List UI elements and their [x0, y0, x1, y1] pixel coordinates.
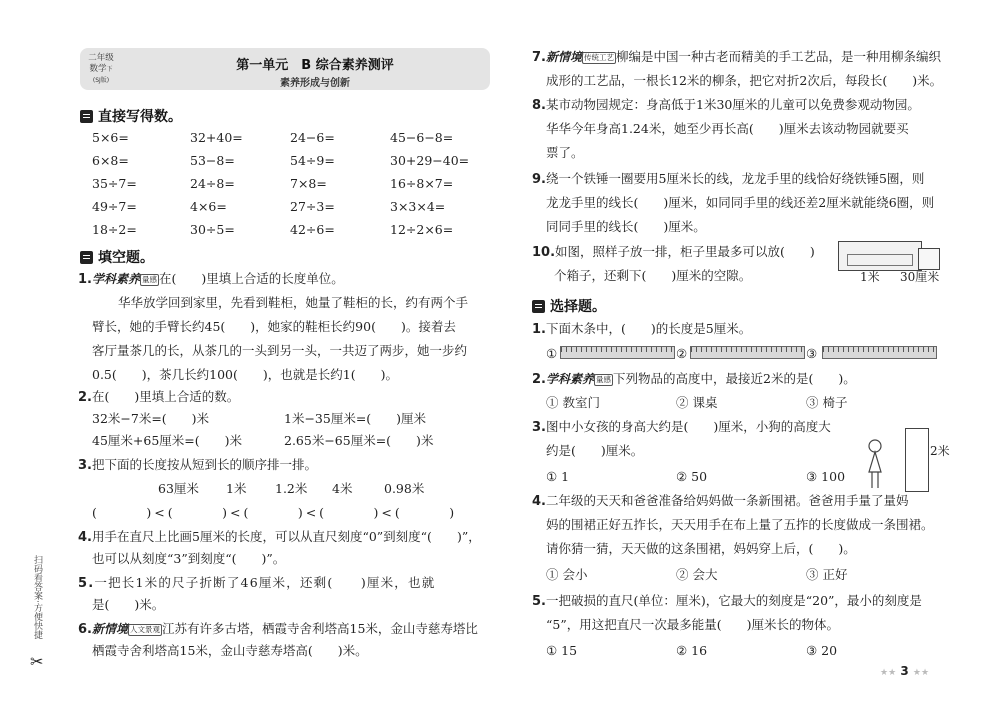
section3-heading	[532, 296, 606, 316]
question-number: 1.	[78, 272, 92, 287]
calc-r2c3: 16÷8×7=	[390, 176, 454, 191]
length-item: 0.98米	[384, 481, 425, 496]
question-number: 1.	[532, 322, 546, 337]
calc-r3c1: 4×6=	[190, 199, 227, 214]
ruler-option-2	[690, 346, 805, 359]
fill-q2-a: 32米−7米=( )米	[92, 411, 210, 426]
calc-r1c2: 54÷9=	[290, 153, 335, 168]
fill-q1-line1: 华华放学回到家里，先看到鞋柜，她量了鞋柜的长，约有两个手	[118, 295, 469, 310]
calc-r1c3: 30+29−40=	[390, 153, 470, 168]
question-text: 图中小女孩的身高大约是( )厘米，小狗的高度大	[545, 419, 831, 434]
option: ③ 20	[806, 643, 838, 658]
calc-r2c1: 24÷8=	[190, 176, 235, 191]
choice-q1	[532, 320, 751, 339]
ruler-option-1	[560, 346, 675, 359]
term-label: 下	[106, 66, 113, 73]
question-tagbox: 传统工艺	[584, 52, 614, 62]
edition-label: (SJ版)	[92, 77, 110, 84]
fill-q7-line2: 成形的工艺品，一根长12米的柳条，把它对折2次后，每段长( )米。	[546, 73, 943, 88]
page-number: 3	[900, 664, 909, 678]
star-icon: ★★	[912, 668, 930, 678]
fill-q1-line2: 臂长，她的手臂长约45( )，她家的鞋柜长约90( )。接着去	[92, 319, 456, 334]
girl-figure	[865, 438, 885, 492]
option: ① 教室门	[546, 395, 600, 410]
question-text: 下列物品的高度中，最接近2米的是( )。	[613, 371, 856, 386]
fill-q9-line3: 同同手里的线长( )厘米。	[546, 219, 706, 234]
fill-q2-c: 45厘米+65厘米=( )米	[92, 433, 243, 448]
question-number: 2.	[532, 372, 546, 387]
option-label: ②	[676, 346, 688, 361]
option: ② 16	[676, 643, 708, 658]
fill-q6	[78, 620, 478, 639]
page-number-area	[880, 664, 929, 678]
option: ③ 椅子	[806, 395, 848, 410]
question-number: 9.	[532, 172, 546, 187]
option: ② 课桌	[676, 395, 718, 410]
question-tag: 学科素养	[91, 272, 140, 286]
calc-r1c0: 6×8=	[92, 153, 129, 168]
fill-q5	[78, 574, 435, 593]
door-figure	[905, 428, 929, 492]
option: ① 1	[546, 469, 570, 484]
calc-r0c2: 24−6=	[290, 130, 335, 145]
question-text: 某市动物园规定：身高低于1米30厘米的儿童可以免费参观动物园。	[545, 97, 920, 112]
calc-r0c0: 5×6=	[92, 130, 129, 145]
calc-r3c3: 3×3×4=	[390, 199, 446, 214]
question-tagbox: 量感	[142, 274, 157, 284]
question-text: 江苏有许多古塔，栖霞寺舍利塔高15米，金山寺慈寿塔比	[162, 621, 478, 636]
choice-q5	[532, 592, 922, 611]
fill-q1	[78, 270, 344, 289]
fill-q2-d: 2.65米−65厘米=( )米	[284, 433, 434, 448]
fill-q1-line4: 0.5( )，茶几长约100( )，也就是长约1( )。	[92, 367, 398, 382]
choice-q3	[532, 418, 831, 437]
question-number: 5.	[78, 576, 95, 591]
order-blanks: ( )<( )<( )<( )<( )	[92, 505, 458, 520]
calc-r2c2: 7×8=	[290, 176, 327, 191]
fill-q2-b: 1米−35厘米=( )厘米	[284, 411, 427, 426]
section2-heading	[80, 247, 154, 267]
question-text: 二年级的天天和爸爸准备给妈妈做一条新围裙。爸爸用手量了量妈	[545, 493, 909, 508]
question-number: 3.	[78, 458, 92, 473]
choice-q4-line2: 妈的围裙正好五拃长，天天用手在布上量了五拃的长度做成一条围裙。	[546, 517, 934, 532]
question-text: 一把破损的直尺(单位：厘米)，它最大的刻度是“20”，最小的刻度是	[545, 593, 922, 608]
choice-q3-line2: 约是( )厘米。	[546, 443, 644, 458]
question-number: 4.	[532, 494, 546, 509]
question-tag: 新情境	[91, 622, 128, 636]
question-text: 绕一个铁锤一圈要用5厘米长的线，龙龙手里的线恰好绕铁锤5圈，则	[545, 171, 925, 186]
scissors-icon: ✂	[30, 652, 44, 671]
question-number: 6.	[78, 622, 92, 637]
section2-title: 填空题。	[98, 250, 154, 266]
fill-q4-line2: 也可以从刻度“3”到刻度“( )”。	[92, 551, 286, 566]
choice-q2	[532, 370, 856, 389]
question-number: 3.	[532, 420, 546, 435]
box-length-label: 30厘米	[900, 270, 940, 284]
question-tag: 新情境	[545, 50, 582, 64]
fill-q1-line3: 客厅量茶几的长，从茶几的一头到另一头，一共迈了两步，她一步约	[92, 343, 468, 358]
fill-q2	[78, 388, 239, 407]
option: ① 15	[546, 643, 578, 658]
calc-r2c0: 35÷7=	[92, 176, 137, 191]
choice-q4-line3: 请你猜一猜，天天做的这条围裙，妈妈穿上后，( )。	[546, 541, 856, 556]
calc-r1c1: 53−8=	[190, 153, 235, 168]
question-text: 一把长1米的尺子折断了46厘米，还剩( )厘米，也就	[94, 575, 436, 590]
calc-r0c1: 32+40=	[190, 130, 243, 145]
calc-r4c3: 12÷2×6=	[390, 222, 454, 237]
ruler-option-3	[822, 346, 937, 359]
fill-q9-line2: 龙龙手里的线长( )厘米，如同同手里的线还差2厘米就能绕6圈，则	[546, 195, 935, 210]
fill-q7	[532, 48, 941, 67]
grade-line: 二年级	[88, 53, 114, 63]
question-tagbox: 人文景观	[130, 624, 160, 634]
option-label: ③	[806, 346, 818, 361]
option: ② 会大	[676, 567, 718, 582]
calc-r4c1: 30÷5=	[190, 222, 235, 237]
section3-title: 选择题。	[550, 299, 606, 315]
option: ② 50	[676, 469, 708, 484]
question-number: 4.	[78, 530, 92, 545]
section-icon	[80, 110, 93, 123]
door-height-label: 2米	[930, 444, 950, 458]
question-text: 柳编是中国一种古老而精美的手工艺品，是一种用柳条编织	[616, 49, 942, 64]
length-item: 4米	[332, 481, 353, 496]
question-number: 5.	[532, 594, 546, 609]
question-text: 在( )里填上合适的数。	[91, 389, 240, 404]
option: ③ 正好	[806, 567, 848, 582]
fill-q5-line2: 是( )米。	[92, 597, 165, 612]
question-text: 下面木条中，( )的长度是5厘米。	[545, 321, 752, 336]
fill-q3	[78, 456, 317, 475]
star-icon: ★★	[880, 668, 897, 678]
length-item: 63厘米	[158, 481, 199, 496]
length-item: 1.2米	[275, 481, 308, 496]
fill-q10-line2: 个箱子，还剩下( )厘米的空隙。	[554, 268, 752, 283]
cabinet-length-label: 1米	[860, 270, 880, 284]
option: ③ 100	[806, 469, 846, 484]
calc-r4c0: 18÷2=	[92, 222, 137, 237]
calc-r3c0: 49÷7=	[92, 199, 137, 214]
question-text: 在( )里填上合适的长度单位。	[159, 271, 344, 286]
question-tag: 学科素养	[545, 372, 594, 386]
option: ① 会小	[546, 567, 588, 582]
subject-line: 数学	[89, 64, 107, 74]
calc-r3c2: 27÷3=	[290, 199, 335, 214]
fill-q10	[532, 243, 815, 262]
page-subtitle: 素养形成与创新	[280, 78, 350, 89]
fill-q6-line2: 栖霞寺舍利塔高15米，金山寺慈寿塔高( )米。	[92, 643, 368, 658]
fill-q8-line3: 票了。	[546, 145, 584, 160]
fill-q8-line2: 华华今年身高1.24米，她至少再长高( )厘米去该动物园就要买	[546, 121, 909, 136]
choice-q5-line2: “5”，用这把直尺一次最多能量( )厘米长的物体。	[546, 617, 839, 632]
question-text: 把下面的长度按从短到长的顺序排一排。	[91, 457, 317, 472]
section1-title: 直接写得数。	[98, 109, 182, 125]
question-text: 如图，照样子放一排，柜子里最多可以放( )	[555, 244, 815, 259]
calc-r4c2: 42÷6=	[290, 222, 335, 237]
choice-q4	[532, 492, 909, 511]
question-text: 用手在直尺上比画5厘米的长度，可以从直尺刻度“0”到刻度“( )”，	[91, 529, 481, 544]
sidebar-text: 扫码看答案·方便快捷	[32, 555, 42, 639]
fill-q8	[532, 96, 920, 115]
question-tagbox: 量感	[596, 374, 611, 384]
section-icon	[80, 251, 93, 264]
page-title: 第一单元 B 综合素养测评	[236, 58, 394, 73]
section-icon	[532, 300, 545, 313]
box-figure	[918, 248, 940, 270]
grade-label	[84, 53, 118, 86]
calc-r0c3: 45−6−8=	[390, 130, 454, 145]
option-label: ①	[546, 346, 558, 361]
question-number: 7.	[532, 50, 546, 65]
question-number: 8.	[532, 98, 546, 113]
fill-q4	[78, 528, 481, 547]
fill-q9	[532, 170, 924, 189]
length-item: 1米	[226, 481, 247, 496]
question-number: 2.	[78, 390, 92, 405]
section1-heading	[80, 106, 182, 126]
question-number: 10.	[532, 245, 556, 260]
cabinet-figure	[838, 241, 922, 271]
